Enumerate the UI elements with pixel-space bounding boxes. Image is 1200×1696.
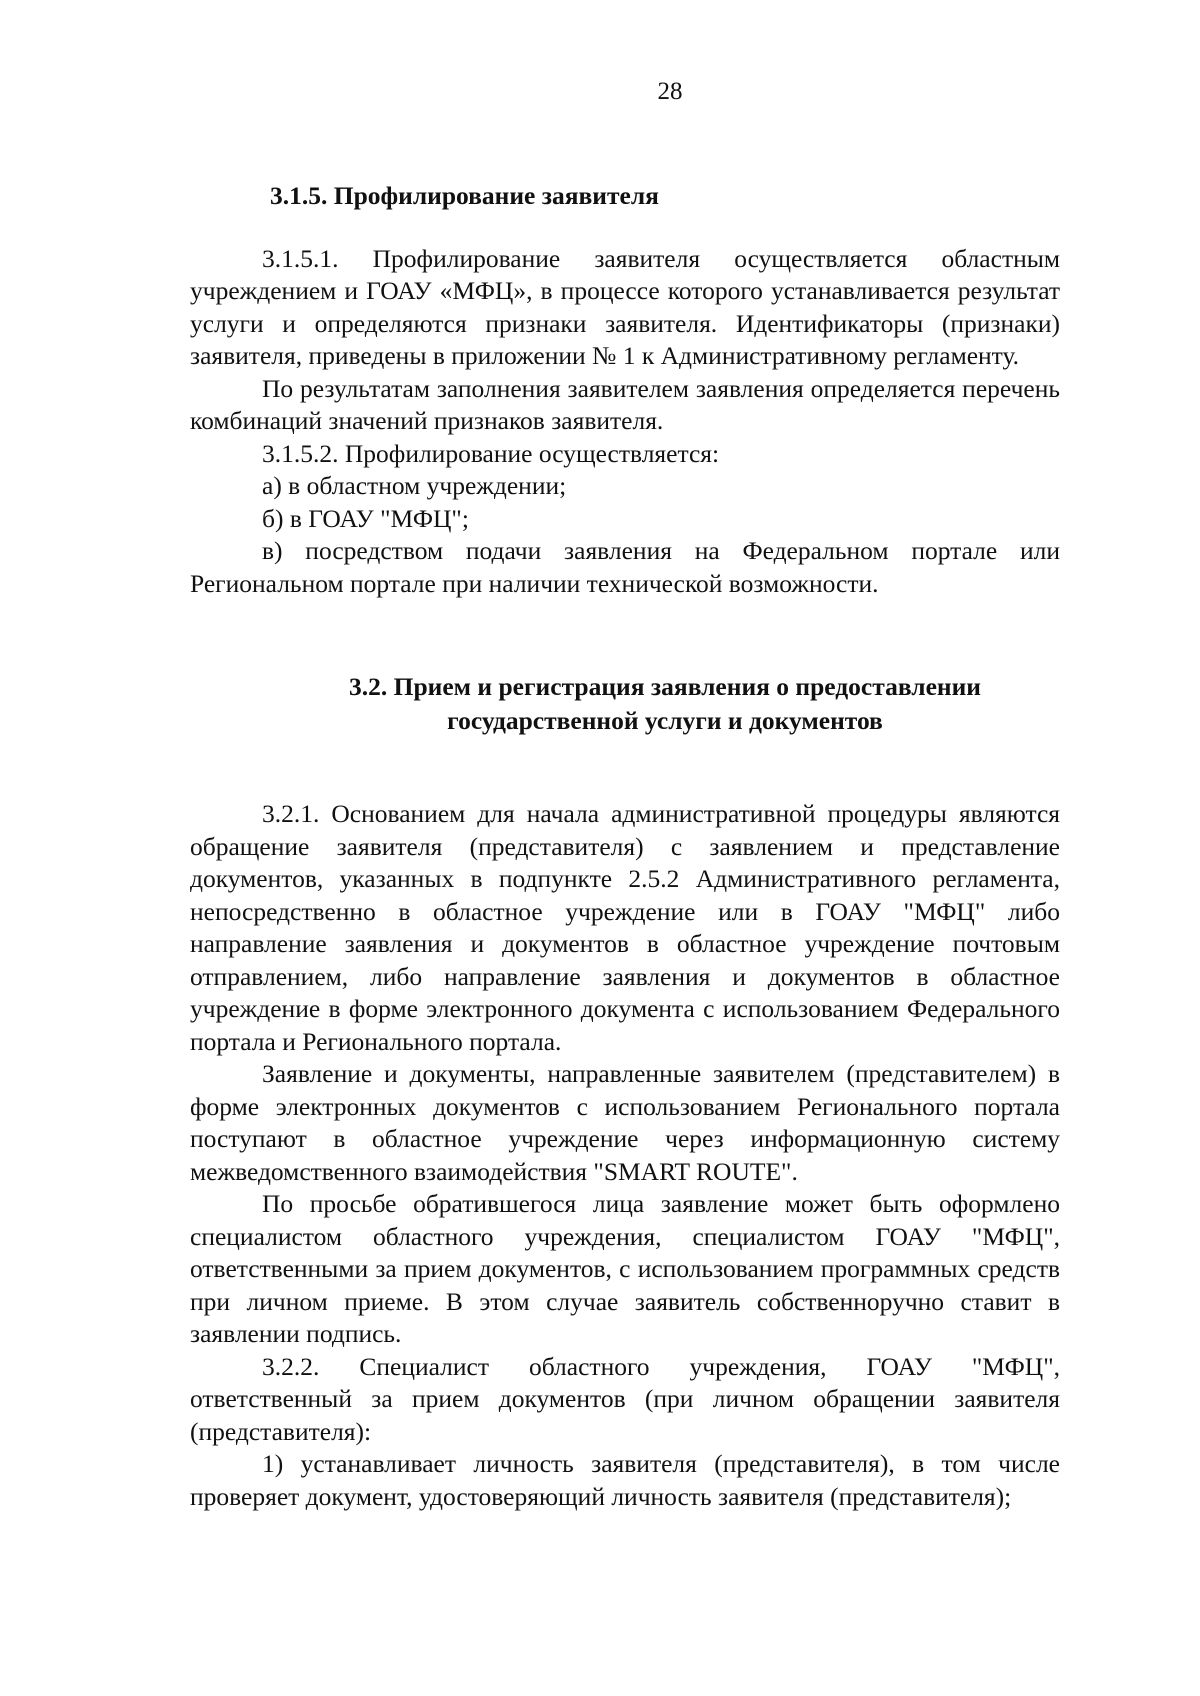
section-heading-3-1-5: 3.1.5. Профилирование заявителя [270, 181, 659, 210]
list-item-b: б) в ГОАУ "МФЦ"; [262, 503, 469, 533]
section-heading-3-2 [270, 670, 1060, 738]
section-heading-3-2-line1: 3.2. Прием и регистрация заявления о предоставлении [349, 672, 981, 701]
paragraph-electronic-documents: Заявление и документы, направленные заявителем (представителем) в форме электронных документов с использованием Регионального портала поступают в областное учреждение через информационную систему межведомственного взаимодействия "SMART ROUTE". [190, 1059, 1060, 1186]
paragraph-3-2-2: 3.2.2. Специалист областного учреждения, ГОАУ "МФЦ", ответственный за прием документов (при личном обращении заявителя (представителя): [190, 1351, 1060, 1446]
paragraph-3-1-5-2: 3.1.5.2. Профилирование осуществляется: [262, 438, 720, 468]
list-item-v: в) посредством подачи заявления на Федеральном портале или Региональном портале при наличии технической возможности. [190, 536, 1060, 598]
section-heading-3-2-line2: государственной услуги и документов [447, 706, 883, 735]
paragraph-3-2-1: 3.2.1. Основанием для начала административной процедуры являются обращение заявителя (представителя) с заявлением и представление документов, указанных в подпункте 2.5.2 Административного регламента, непосредственно в областное учреждение или в ГОАУ "МФЦ" либо направление заявления и документов в областное учреждение почтовым отправлением, либо направление заявления и документов в областное учреждение в форме электронного документа с использованием Федерального портала и Регионального портала. [190, 799, 1060, 1056]
list-item-a: а) в областном учреждении; [262, 471, 567, 500]
document-body [190, 180, 1060, 1513]
paragraph-on-request: По просьбе обратившегося лица заявление может быть оформлено специалистом областного учреждения, специалистом ГОАУ "МФЦ", ответственными за прием документов, с использованием программных средств при личном приеме. В этом случае заявитель собственноручно ставит в заявлении подпись. [190, 1189, 1060, 1348]
paragraph-profiling-result: По результатам заполнения заявителем заявления определяется перечень комбинаций значений признаков заявителя. [190, 373, 1060, 435]
paragraph-3-1-5-1: 3.1.5.1. Профилирование заявителя осуществляется областным учреждением и ГОАУ «МФЦ», в процессе которого устанавливается результат услуги и определяются признаки заявителя. Идентификаторы (признаки) заявителя, приведены в приложении № 1 к Административному регламенту. [190, 243, 1060, 370]
page-number: 28 [657, 78, 683, 105]
list-item-1: 1) устанавливает личность заявителя (представителя), в том числе проверяет документ, удостоверяющий личность заявителя (представителя); [190, 1449, 1060, 1511]
